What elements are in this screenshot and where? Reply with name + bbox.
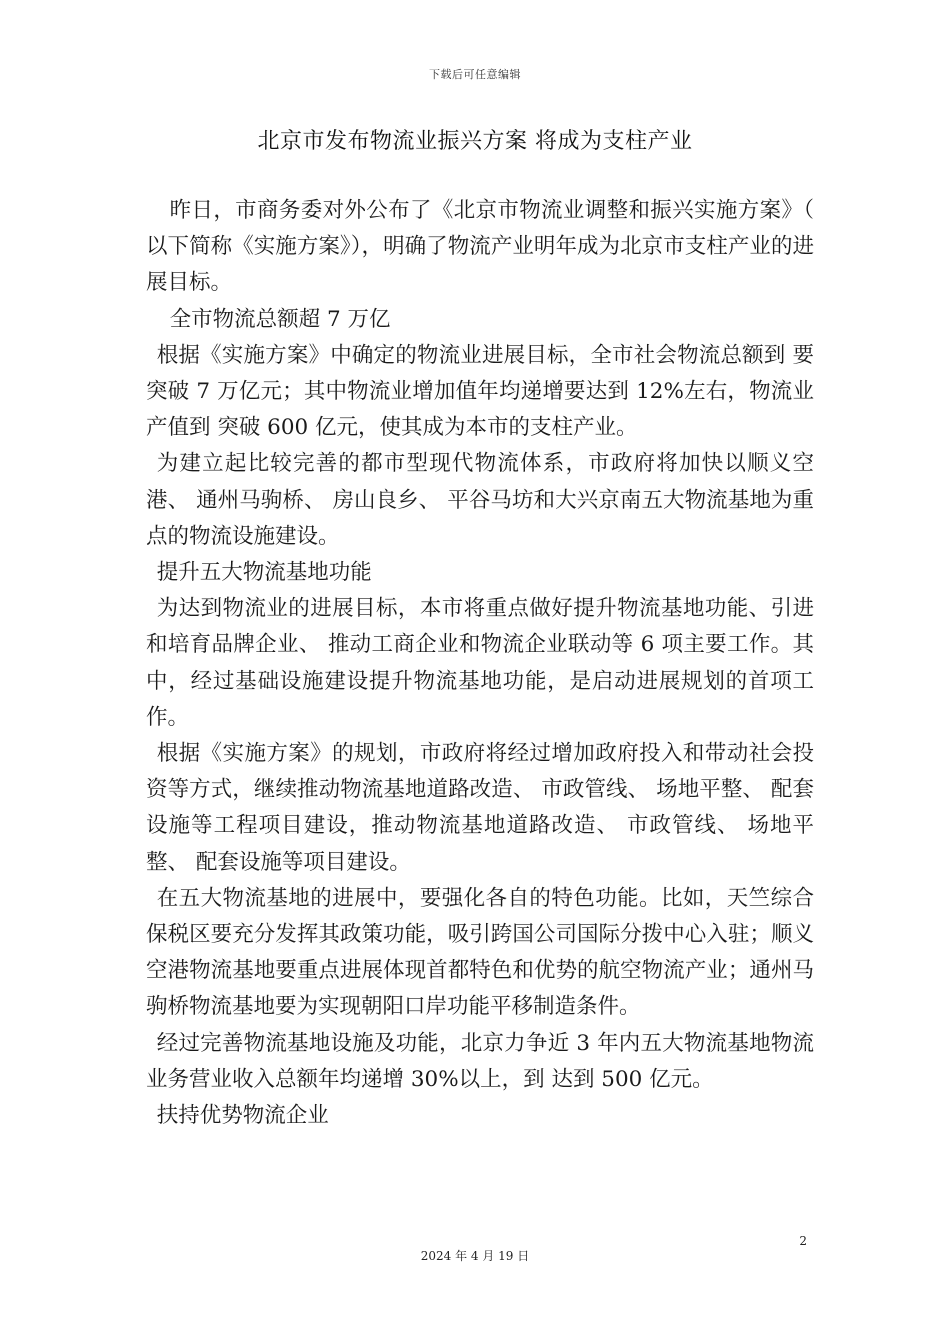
paragraph-intro: 昨日，市商务委对外公布了《北京市物流业调整和振兴实施方案》（ 以下简称《实施方案》），明确了物流产业明年成为北京市支柱产业的进展目标。 <box>146 198 814 296</box>
article-body <box>146 193 814 1134</box>
section-heading-total: 全市物流总额超 7 万亿 <box>169 306 391 332</box>
section-heading-enterprises: 扶持优势物流企业 <box>156 1103 329 1129</box>
page-number: 2 <box>799 1234 807 1248</box>
page-header: 下载后可任意编辑 <box>429 68 521 81</box>
paragraph-tasks: 为达到物流业的进展目标，本市将重点做好提升物流基地功能、引进和培育品牌企业、 推动工商企业和物流企业联动等 6 项主要工作。其中，经过基础设施建设提升物流基地功能，是启动进展规划的首项工作。 <box>146 596 814 730</box>
section-heading-functions: 提升五大物流基地功能 <box>156 560 372 586</box>
page-footer-date: 2024 年 4 月 19 日 <box>420 1249 530 1263</box>
document-title: 北京市发布物流业振兴方案 将成为支柱产业 <box>257 129 693 154</box>
paragraph-bases: 为建立起比较完善的都市型现代物流体系，市政府将加快以顺义空港、 通州马驹桥、 房山良乡、 平谷马坊和大兴京南五大物流基地为重点的物流设施建设。 <box>146 451 814 549</box>
paragraph-goals: 根据《实施方案》中确定的物流业进展目标，全市社会物流总额到 要突破 7 万亿元；其中物流业增加值年均递增要达到 12%左右，物流业产值到 突破 600 亿元，使其成为本市的支柱产业。 <box>146 342 814 441</box>
paragraph-revenue: 经过完善物流基地设施及功能，北京力争近 3 年内五大物流基地物流业务营业收入总额年均递增 30%以上，到 达到 500 亿元。 <box>146 1030 814 1092</box>
paragraph-features: 在五大物流基地的进展中，要强化各自的特色功能。比如，天竺综合保税区要充分发挥其政策功能，吸引跨国公司国际分拨中心入驻；顺义空港物流基地要重点进展体现首都特色和优势的航空物流产业；通州马驹桥物流基地要为实现朝阳口岸功能平移制造条件。 <box>146 885 814 1020</box>
paragraph-planning: 根据《实施方案》的规划，市政府将经过增加政府投入和带动社会投资等方式，继续推动物流基地道路改造、 市政管线、 场地平整、 配套设施等工程项目建设，推动物流基地道路改造、 市政管线、 场地平整、 配套设施等项目建设。 <box>146 741 814 875</box>
